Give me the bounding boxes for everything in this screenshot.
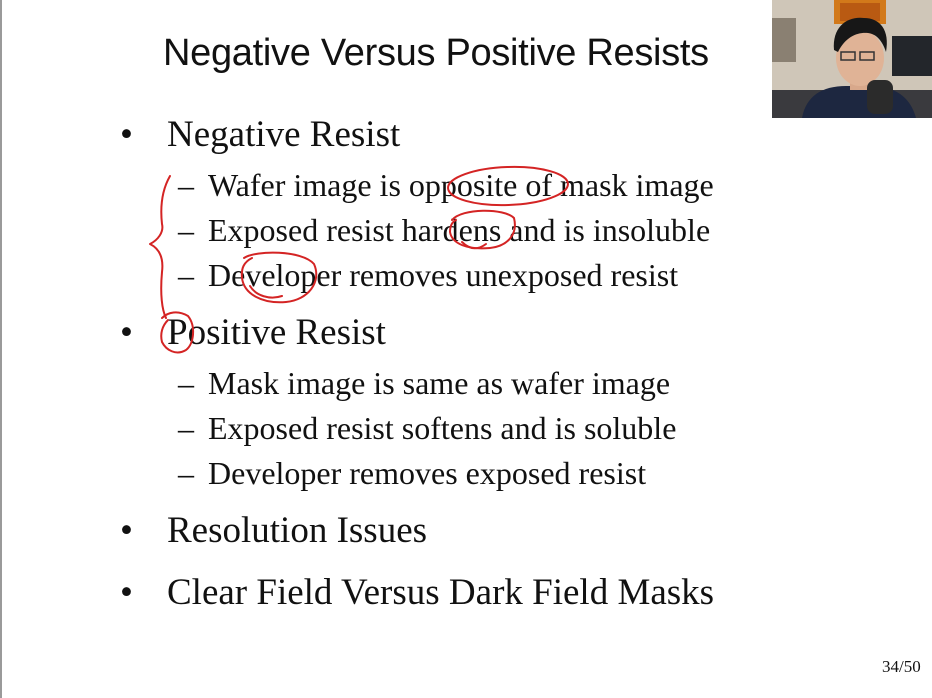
ink-brace (150, 176, 170, 318)
subitem-text: Exposed resist hardens and is insoluble (208, 212, 711, 248)
subitem-text: Mask image is same as wafer image (208, 365, 671, 401)
subitem-text: Developer removes exposed resist (208, 455, 647, 491)
sub-dash: – (178, 212, 194, 248)
bullet-dot: • (120, 312, 133, 353)
sub-dash: – (178, 257, 194, 293)
sub-dash: – (178, 167, 194, 203)
sub-dash: – (178, 365, 194, 401)
webcam-video (772, 0, 932, 118)
sub-dash: – (178, 455, 194, 491)
bullet-label: Resolution Issues (167, 510, 428, 551)
sub-dash: – (178, 410, 194, 446)
webcam-image (772, 0, 932, 118)
microphone-shape (867, 80, 893, 114)
page-number: 34/50 (882, 657, 921, 676)
subitem-text: Exposed resist softens and is soluble (208, 410, 677, 446)
bullet-label: Clear Field Versus Dark Field Masks (167, 572, 715, 613)
slide-title: Negative Versus Positive Resists (163, 32, 709, 74)
bullet-label: Negative Resist (167, 114, 401, 155)
bullet-dot: • (120, 510, 133, 551)
subitem-text: Wafer image is opposite of mask image (208, 167, 714, 203)
bullet-dot: • (120, 572, 133, 613)
monitor-shape (892, 36, 932, 76)
slide-left-border (0, 0, 2, 698)
subitem-text: Developer removes unexposed resist (208, 257, 679, 293)
bullet-dot: • (120, 114, 133, 155)
bullet-label: Positive Resist (167, 312, 386, 353)
